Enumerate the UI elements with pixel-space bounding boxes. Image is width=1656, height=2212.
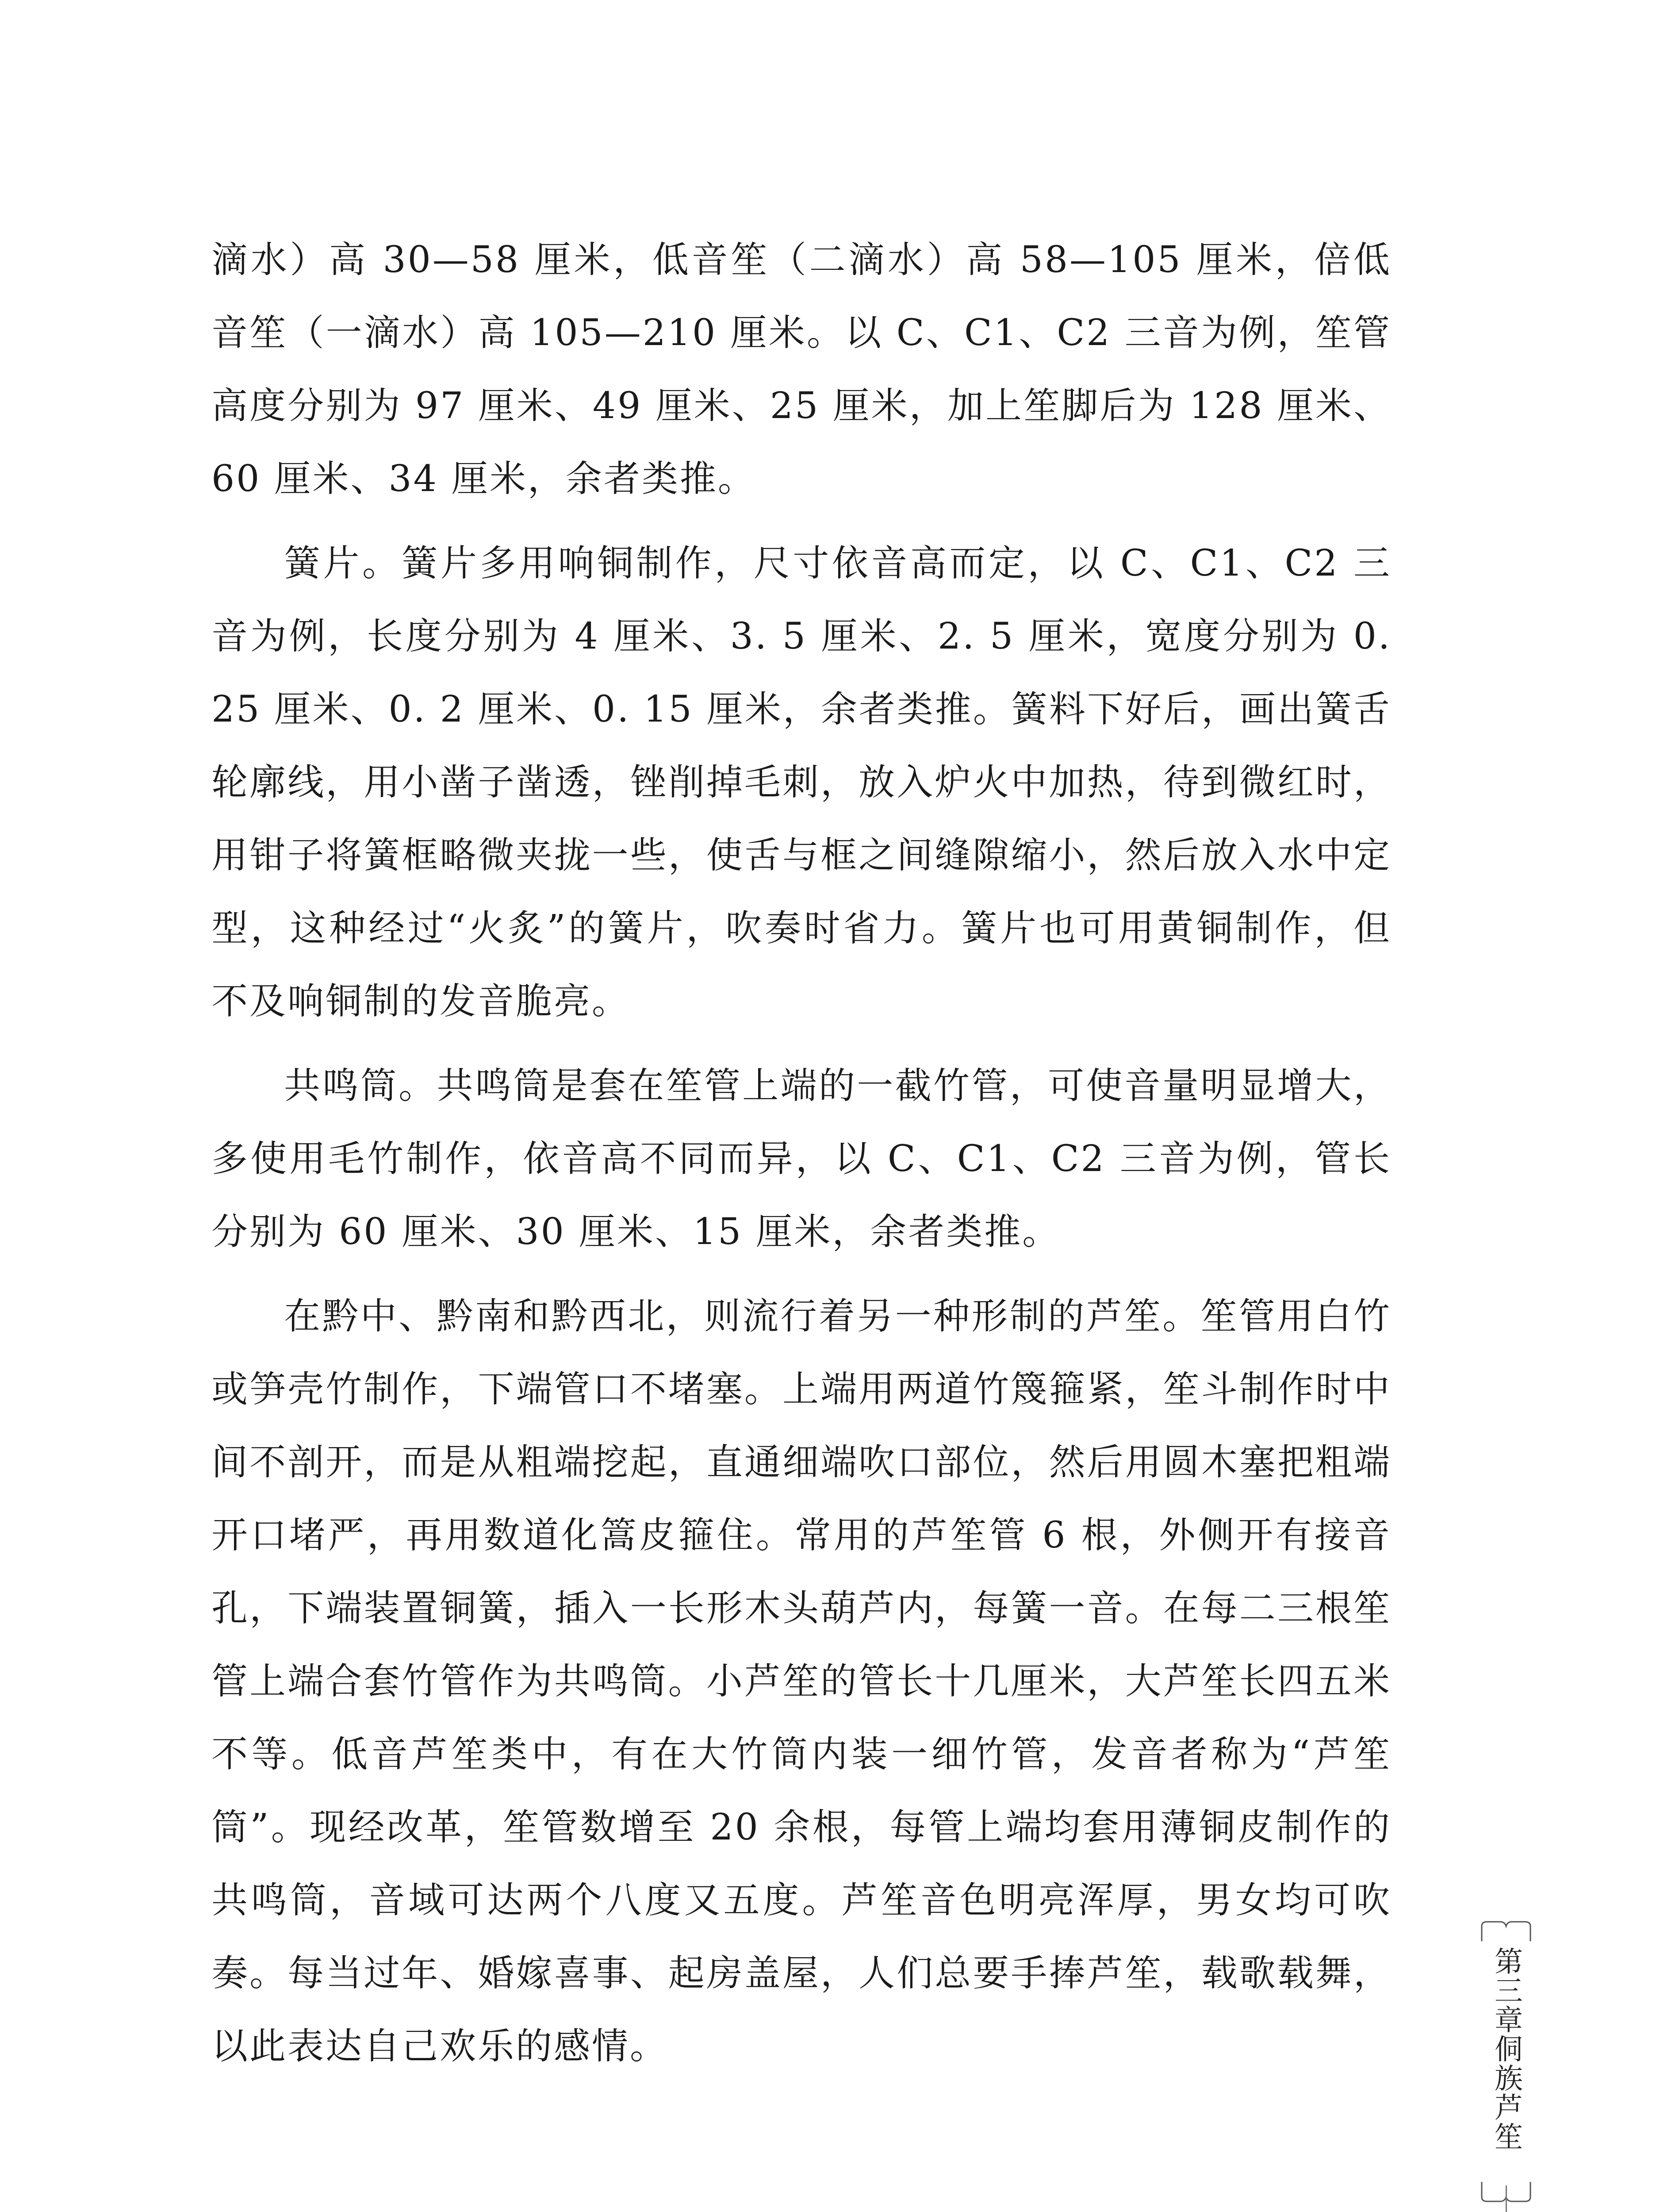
paragraph-1: 滴水）高 30—58 厘米，低音笙（二滴水）高 58—105 厘米，倍低音笙（一滴水）高 105—210 厘米。以 C、C1、C2 三音为例，笙管高度分别为 97 厘米、49 厘米、25 厘米，加上笙脚后为 128 厘米、60 厘米、34 厘米，余者类推。 [211,239,1392,500]
bracket-top-ornament [1481,1920,1531,1942]
chapter-number: 第三章 [1490,1947,1522,2034]
body-text [211,223,1392,2094]
side-chapter-label [1473,1947,1539,2151]
side-running-header [1473,1920,1539,2203]
paragraph-3: 共鸣筒。共鸣筒是套在笙管上端的一截竹管，可使音量明显增大，多使用毛竹制作，依音高不同而异，以 C、C1、C2 三音为例，管长分别为 60 厘米、30 厘米、15 厘米，余者类推。 [211,1065,1392,1253]
chapter-title: 侗族芦笙 [1490,2034,1522,2151]
rule-tick [1506,2185,1507,2212]
paragraph-2: 簧片。簧片多用响铜制作，尺寸依音高而定，以 C、C1、C2 三音为例，长度分别为 4 厘米、3. 5 厘米、2. 5 厘米，宽度分别为 0. 25 厘米、0. 2 厘米、0. 15 厘米，余者类推。簧料下好后，画出簧舌轮廓线，用小凿子凿透，锉削掉毛刺，放入炉火中加热，待到微红时，用钳子将簧框略微夹拢一些，使舌与框之间缝隙缩小，然后放入水中定型，这种经过“火炙”的簧片，吹奏时省力。簧片也可用黄铜制作，但不及响铜制的发音脆亮。 [211,542,1392,1022]
paragraph-4: 在黔中、黔南和黔西北，则流行着另一种形制的芦笙。笙管用白竹或笋壳竹制作，下端管口不堵塞。上端用两道竹篾箍紧，笙斗制作时中间不剖开，而是从粗端挖起，直通细端吹口部位，然后用圆木塞把粗端开口堵严，再用数道化篙皮箍住。常用的芦笙管 6 根，外侧开有接音孔，下端装置铜簧，插入一长形木头葫芦内，每簧一音。在每二三根笙管上端合套竹管作为共鸣筒。小芦笙的管长十几厘米，大芦笙长四五米不等。低音芦笙类中，有在大竹筒内装一细竹管，发音者称为“芦笙筒”。现经改革，笙管数增至 20 余根，每管上端均套用薄铜皮制作的共鸣筒，音域可达两个八度又五度。芦笙音色明亮浑厚，男女均可吹奏。每当过年、婚嫁喜事、起房盖屋，人们总要手捧芦笙，载歌载舞，以此表达自己欢乐的感情。 [211,1295,1392,2067]
